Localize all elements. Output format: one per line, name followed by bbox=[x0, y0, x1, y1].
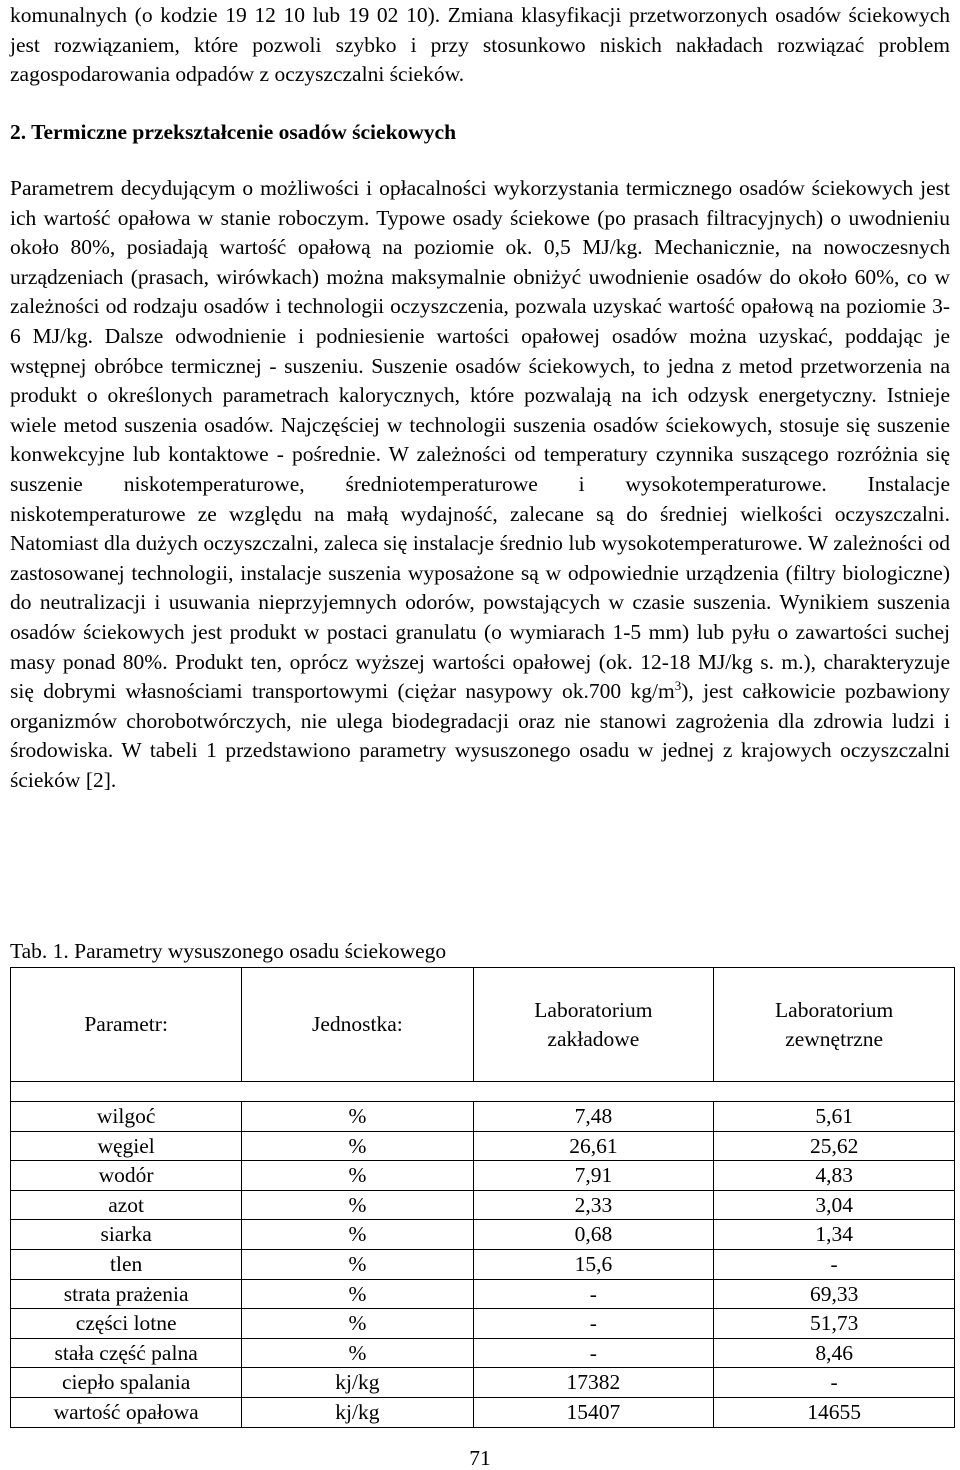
lab-external-cell: 1,34 bbox=[714, 1220, 955, 1250]
table-row bbox=[11, 1249, 955, 1279]
lab-internal-cell: - bbox=[473, 1279, 714, 1309]
body-text-part1: Parametrem decydującym o możliwości i opłacalności wykorzystania termicznego osadów ściekowych jest ich wartość opałowa w stanie roboczym. Typowe osady ściekowe (po prasach filtracyjnych) o uwodnieniu około 80%, posiadają wartość opałową na poziomie ok. 0,5 MJ/kg. Mechanicznie, na nowoczesnych urządzeniach (prasach, wirówkach) można maksymalnie obniżyć uwodnienie osadów do około 60%, co w zależności od rodzaju osadów i technologii oczyszczenia, pozwala uzyskać wartość opałową na poziomie 3-6 MJ/kg. Dalsze odwodnienie i podniesienie wartości opałowej osadów można uzyskać, poddając je wstępnej obróbce termicznej - suszeniu. Suszenie osadów ściekowych, to jedna z metod przetworzenia na produkt o określonych parametrach kalorycznych, które pozwalają na ich odzysk energetyczny. Istnieje wiele metod suszenia osadów. Najczęściej w technologii suszenia osadów ściekowych, stosuje się suszenie konwekcyjne lub kontaktowe - pośrednie. W zależności od temperatury czynnika suszącego rozróżnia się suszenie niskotemperaturowe, średniotemperaturowe i wysokotemperaturowe. Instalacje niskotemperaturowe ze względu na małą wydajność, zalecane są do średniej wielkości oczyszczalni. Natomiast dla dużych oczyszczalni, zaleca się instalacje średnio lub wysokotemperaturowe. W zależności od zastosowanej technologii, instalacje suszenia wyposażone są w odpowiednie urządzenia (filtry biologiczne) do neutralizacji i usuwania nieprzyjemnych odorów, powstających w czasie suszenia. Wynikiem suszenia osadów ściekowych jest produkt w postaci granulatu (o wymiarach 1-5 mm) lub pyłu o zawartości suchej masy ponad 80%. Produkt ten, oprócz wyższej wartości opałowej (ok. 12-18 MJ/kg s. m.), charakteryzuje się dobrymi własnościami transportowymi (ciężar nasypowy ok.700 kg/m bbox=[10, 176, 950, 704]
param-cell: wilgoć bbox=[11, 1102, 242, 1132]
lab-external-cell: 5,61 bbox=[714, 1102, 955, 1132]
param-cell: ciepło spalania bbox=[11, 1368, 242, 1398]
param-cell: strata prażenia bbox=[11, 1279, 242, 1309]
lab-external-cell: 8,46 bbox=[714, 1338, 955, 1368]
param-cell: części lotne bbox=[11, 1309, 242, 1339]
lab-internal-cell: - bbox=[473, 1338, 714, 1368]
param-cell: azot bbox=[11, 1190, 242, 1220]
param-cell: tlen bbox=[11, 1249, 242, 1279]
lab-internal-cell: 15407 bbox=[473, 1397, 714, 1427]
table-row bbox=[11, 1368, 955, 1398]
table-row bbox=[11, 1279, 955, 1309]
param-cell: stała część palna bbox=[11, 1338, 242, 1368]
unit-cell: % bbox=[242, 1249, 473, 1279]
lab-internal-cell: 7,48 bbox=[473, 1102, 714, 1132]
table-row bbox=[11, 1190, 955, 1220]
intro-paragraph: komunalnych (o kodzie 19 12 10 lub 19 02 10). Zmiana klasyfikacji przetworzonych osadów ściekowych jest rozwiązaniem, które pozwoli szybko i przy stosunkowo niskich nakładach rozwiązać problem zagospodarowania odpadów z oczyszczalni ścieków. bbox=[10, 3, 950, 87]
body-text-part2: ), jest całkowicie pozbawiony organizmów chorobotwórczych, nie ulega biodegradacji oraz nie stanowi zagrożenia dla zdrowia ludzi i środowiska. W tabeli 1 przedstawiono parametry wysuszonego osadu w jednej z krajowych oczyszczalni ścieków [2]. bbox=[10, 679, 950, 792]
unit-cell: kj/kg bbox=[242, 1397, 473, 1427]
lab-internal-cell: 17382 bbox=[473, 1368, 714, 1398]
header-parametr: Parametr: bbox=[11, 968, 242, 1082]
lab-internal-cell: - bbox=[473, 1309, 714, 1339]
document-page bbox=[10, 0, 950, 1470]
unit-cell: % bbox=[242, 1161, 473, 1191]
table-caption: Tab. 1. Parametry wysuszonego osadu ściekowego bbox=[10, 939, 447, 963]
unit-cell: % bbox=[242, 1102, 473, 1132]
header-lab-zewnetrzne: Laboratorium zewnętrzne bbox=[714, 968, 955, 1082]
section-body-paragraph bbox=[10, 174, 950, 795]
table-spacer-row bbox=[11, 1082, 955, 1102]
section-heading: 2. Termiczne przekształcenie osadów ściekowych bbox=[10, 120, 457, 144]
table-body bbox=[11, 1102, 955, 1428]
unit-cell: % bbox=[242, 1309, 473, 1339]
unit-cell: % bbox=[242, 1220, 473, 1250]
header-jednostka: Jednostka: bbox=[242, 968, 473, 1082]
table-row bbox=[11, 1397, 955, 1427]
lab-external-cell: 51,73 bbox=[714, 1309, 955, 1339]
param-cell: wartość opałowa bbox=[11, 1397, 242, 1427]
lab-external-cell: 14655 bbox=[714, 1397, 955, 1427]
lab-internal-cell: 15,6 bbox=[473, 1249, 714, 1279]
unit-cell: % bbox=[242, 1190, 473, 1220]
table-row bbox=[11, 1131, 955, 1161]
superscript: 3 bbox=[674, 677, 682, 693]
table-row bbox=[11, 1309, 955, 1339]
lab-internal-cell: 2,33 bbox=[473, 1190, 714, 1220]
lab-internal-cell: 7,91 bbox=[473, 1161, 714, 1191]
parameters-table bbox=[10, 967, 955, 1428]
header-lab-zakladowe: Laboratorium zakładowe bbox=[473, 968, 714, 1082]
unit-cell: kj/kg bbox=[242, 1368, 473, 1398]
lab-external-cell: - bbox=[714, 1249, 955, 1279]
table-row bbox=[11, 1220, 955, 1250]
table-header-row bbox=[11, 968, 955, 1082]
param-cell: wodór bbox=[11, 1161, 242, 1191]
lab-external-cell: - bbox=[714, 1368, 955, 1398]
param-cell: siarka bbox=[11, 1220, 242, 1250]
table-row bbox=[11, 1102, 955, 1132]
param-cell: węgiel bbox=[11, 1131, 242, 1161]
table-row bbox=[11, 1161, 955, 1191]
lab-external-cell: 69,33 bbox=[714, 1279, 955, 1309]
page-number: 71 bbox=[469, 1446, 491, 1470]
lab-external-cell: 4,83 bbox=[714, 1161, 955, 1191]
lab-internal-cell: 0,68 bbox=[473, 1220, 714, 1250]
unit-cell: % bbox=[242, 1338, 473, 1368]
lab-external-cell: 3,04 bbox=[714, 1190, 955, 1220]
unit-cell: % bbox=[242, 1279, 473, 1309]
lab-internal-cell: 26,61 bbox=[473, 1131, 714, 1161]
unit-cell: % bbox=[242, 1131, 473, 1161]
table-row bbox=[11, 1338, 955, 1368]
lab-external-cell: 25,62 bbox=[714, 1131, 955, 1161]
